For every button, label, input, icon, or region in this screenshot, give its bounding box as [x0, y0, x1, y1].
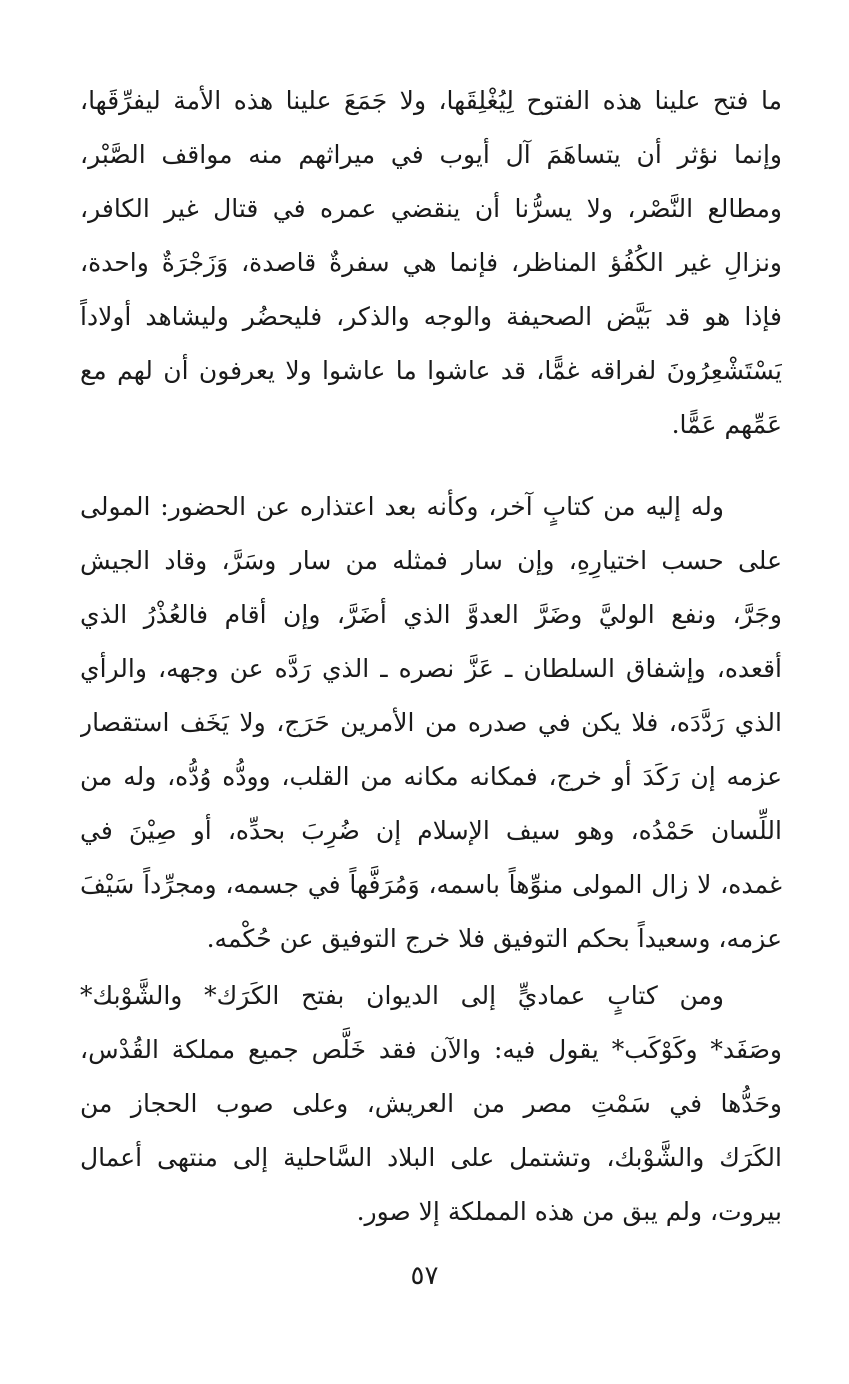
text-line: عَمِّهم عَمًّا.	[671, 410, 782, 439]
text-line: عزمه، وسعيداً بحكم التوفيق فلا خرج التوفيق عن حُكْمه.	[206, 924, 782, 953]
text-line: وله إليه من كتابٍ آخر، وكأنه بعد اعتذاره عن الحضور: المولى	[80, 492, 724, 521]
text-line: بيروت، ولم يبق من هذه المملكة إلا صور.	[356, 1197, 782, 1226]
text-line: الذي رَدَّدَه، فلا يكن في صدره من الأمرين حَرَج، ولا يَخَف استقصار	[80, 708, 782, 737]
text-line: وصَفَد* وكَوْكَب* يقول فيه: والآن فقد خَلَّص جميع مملكة القُدْس،	[80, 1035, 782, 1064]
text-line: وحَدُّها في سَمْتِ مصر من العريش، وعلى صوب الحجاز من	[80, 1089, 782, 1118]
text-line: يَسْتَشْعِرُونَ لفراقه غمًّا، قد عاشوا ما عاشوا ولا يعرفون أن لهم مع	[80, 356, 782, 385]
text-line: ونزالِ غير الكُفُؤ المناظر، فإنما هي سفرةٌ قاصدة، وَزَجْرَةٌ واحدة،	[80, 248, 782, 277]
text-line: وجَرَّ، ونفع الوليَّ وضَرَّ العدوَّ الذي أضَرَّ، وإن أقام فالعُذْرُ الذي	[80, 600, 782, 629]
text-line: الكَرَك والشَّوْبك، وتشتمل على البلاد السَّاحلية إلى منتهى أعمال	[80, 1143, 782, 1172]
text-line: ما فتح علينا هذه الفتوح لِيُغْلِقَها، ولا جَمَعَ علينا هذه الأمة ليفرِّقَها،	[80, 86, 782, 115]
page-number: ٥٧	[410, 1261, 439, 1291]
paragraph-1	[80, 74, 782, 452]
text-line: غمده، لا زال المولى منوِّهاً باسمه، وَمُرَفَّهاً في جسمه، ومجرِّداً سَيْفَ	[80, 870, 782, 899]
text-line: وإنما نؤثر أن يتساهَمَ آل أيوب في ميراثهم منه مواقف الصَّبْر،	[80, 140, 782, 169]
paragraph-3	[80, 969, 782, 1239]
text-line: أقعده، وإشفاق السلطان ـ عَزَّ نصره ـ الذي رَدَّه عن وجهه، والرأي	[80, 654, 782, 683]
text-line: عزمه إن رَكَدَ أو خرج، فمكانه مكانه من القلب، وودُّه وُدُّه، وله من	[80, 762, 782, 791]
text-line: اللِّسان حَمْدُه، وهو سيف الإسلام إن ضُرِبَ بحدِّه، أو صِيْنَ في	[80, 816, 782, 845]
text-line: على حسب اختيارِهِ، وإن سار فمثله من سار وسَرَّ، وقاد الجيش	[80, 546, 782, 575]
text-line: ومطالع النَّصْر، ولا يسرُّنا أن ينقضي عمره في قتال غير الكافر،	[80, 194, 782, 223]
paragraph-2	[80, 480, 782, 966]
text-line: فإذا هو قد بَيَّض الصحيفة والوجه والذكر، فليحضُر وليشاهد أولاداً	[80, 302, 782, 331]
text-line: ومن كتابٍ عماديٍّ إلى الديوان بفتح الكَرَك* والشَّوْبك*	[80, 981, 724, 1010]
